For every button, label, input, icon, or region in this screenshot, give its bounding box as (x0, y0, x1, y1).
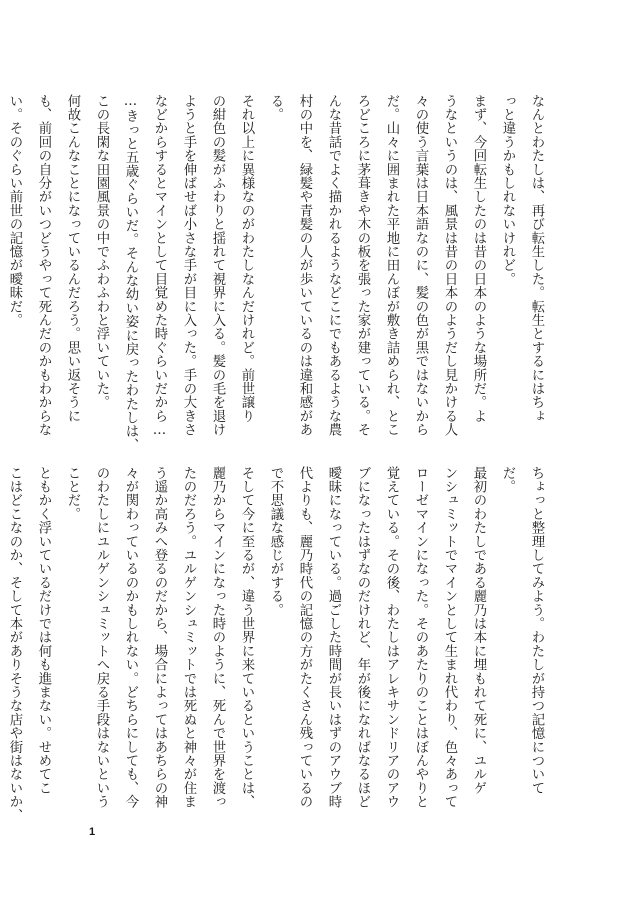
text-line: などからするとマインとして目覚めた時ぐらいだから… (152, 94, 167, 439)
text-line: ブになったはずなのだけれど、年が後になればなるほど (355, 466, 370, 809)
text-line: で不思議な感じがする。 (268, 466, 283, 617)
text-line: うなというのは、風景は昔の日本のようだし見かける人 (442, 94, 457, 437)
text-line: う遥か高みへ登るのだから、場合によってはあちらの神 (152, 466, 167, 809)
text-line: それ以上に異様なのがわたしなんだけれど。前世譲り (239, 94, 254, 423)
text-line: だ。山々に囲まれた平地に田んぼが敷き詰められ、とこ (384, 94, 399, 437)
text-line: …きっと五歳ぐらいだ。そんな幼い姿に戻ったわたしは、 (123, 94, 138, 452)
text-line: る。 (268, 94, 283, 122)
text-line: のわたしにユルゲンシュミットへ戻る手段はないという (94, 466, 109, 809)
text-line: ンシュミットでマインとして生まれ代わり、色々あって (442, 466, 457, 809)
text-line: 麗乃からマインになった時のように、死んで世界を渡っ (210, 466, 225, 809)
text-line: この長閑な田園風景の中でふわふわと浮いていた。 (94, 94, 109, 410)
text-line: 代よりも、麗乃時代の記憶の方がたくさん残っているの (297, 466, 312, 809)
lower-text-block (7, 466, 551, 823)
text-line: 何故こんなことになっているんだろう。思い返そうに (65, 94, 80, 423)
text-line: っと違うかもしれないけれど。 (500, 94, 515, 286)
text-line: 曖昧になっている。過ごした時間が長いはずのアウブ時 (326, 466, 341, 809)
upper-text-block (7, 94, 551, 452)
text-line: だ。 (500, 466, 515, 494)
text-line: ことだ。 (65, 466, 80, 521)
text-line: ちょっと整理してみよう。わたしが持つ記憶について (529, 466, 544, 795)
text-line: そして今に至るが、違う世界に来ているということは、 (239, 466, 254, 809)
text-line: 最初のわたしである麗乃は本に埋もれて死に、ユルゲ (471, 466, 486, 795)
text-line: こはどこなのか、そして本がありそうな店や街はないか、 (7, 466, 22, 823)
text-line: ローゼマインになった。そのあたりのことはぼんやりと (413, 466, 428, 809)
page-number: 1 (89, 826, 96, 838)
text-line: なんとわたしは、再び転生した。転生とするにはちょ (529, 94, 544, 423)
text-line: ともかく浮いているだけでは何も進まない。せめてこ (36, 466, 51, 795)
text-line: 村の中を、緑髪や青髪の人が歩いているのは違和感があ (297, 94, 312, 437)
text-line: 覚えている。その後、わたしはアレキサンドリアのアウ (384, 466, 399, 809)
text-line: も、前回の自分がいつどうやって死んだのかもわからな (36, 94, 51, 437)
text-line: ろどころに茅葺きや木の板を張った家が建っている。そ (355, 94, 370, 437)
text-line: たのだろう。ユルゲンシュミットでは死ぬと神々が住ま (181, 466, 196, 809)
text-line: まず、今回転生したのは昔の日本のような場所だ。よ (471, 94, 486, 423)
text-line: の紺色の髪がふわりと揺れて視界に入る。髪の毛を退け (210, 94, 225, 437)
text-line: 々が関わっているのかもしれない。どちらにしても、今 (123, 466, 138, 809)
text-line: ようと手を伸ばせば小さな手が目に入った。手の大きさ (181, 94, 196, 437)
text-line: んな昔話でよく描かれるようなどこにでもあるような農 (326, 94, 341, 437)
text-line: 々の使う言葉は日本語なのに、髪の色が黒ではないから (413, 94, 428, 437)
text-line: い。そのぐらい前世の記憶が曖昧だ。 (7, 94, 22, 327)
